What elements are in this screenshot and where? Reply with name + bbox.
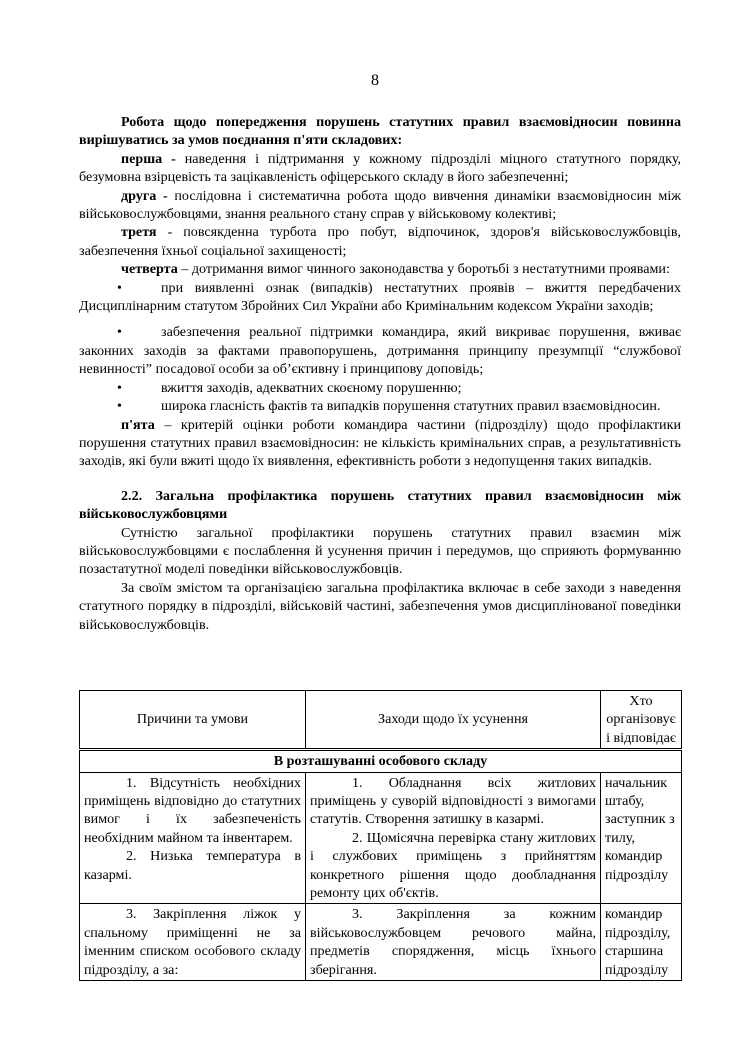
section-paragraph: Сутністю загальної профілактики порушень статутних правил взаємин між військовослужбовцями є послаблення й усунення причин і передумов, що сприяють формуванню позастатутної моделі поведінки військовослужбовців.: [79, 524, 681, 578]
header-measures: Заходи щодо їх усунення: [306, 691, 601, 750]
table-row: [80, 904, 682, 981]
responsible-cell: начальник штабу, заступник з тилу, командир підрозділу: [601, 772, 682, 904]
cause-cell: 3. Закріплення ліжок у спальному приміщенні не за іменним списком особового складу підрозділу, а за:: [80, 904, 306, 981]
header-responsible: Хто організовує і відповідає: [601, 691, 682, 750]
body-text: [79, 113, 681, 634]
section-paragraph: За своїм змістом та організацією загальна профілактика включає в себе заходи з наведення статутного порядку в підрозділі, військовій частині, забезпечення умов дисциплінованої поведінки військовослужбовців.: [79, 579, 681, 633]
item-second: друга - послідовна і систематична робота щодо вивчення динаміки взаємовідносин між військовослужбовцями, знання реального стану справ у військовому колективі;: [79, 187, 681, 223]
section-heading: 2.2. Загальна профілактика порушень статутних правил взаємовідносин між військовослужбовцями: [79, 487, 681, 523]
measure-cell: 1. Обладнання всіх житлових приміщень у суворій відповідності з вимогами статутів. Створення затишку в казармі. 2. Щомісячна перевірка стану житлових і службових приміщень з прийняттям конкретного рішення щодо дообладнання ремонту цих об'єктів.: [306, 772, 601, 904]
table-row: [80, 772, 682, 904]
responsible-cell: командир підрозділу, старшина підрозділу: [601, 904, 682, 981]
intro-paragraph: [79, 113, 681, 150]
item-fourth: четверта – дотримання вимог чинного законодавства у боротьбі з нестатутними проявами:: [121, 261, 670, 278]
bullet-item: • забезпечення реальної підтримки командира, який викриває порушення, вживає законних заходів за фактами правопорушень, дотримання принципу презумпції “службової невинності” посадової особи за об’єктивну і принципову доповідь;: [79, 324, 681, 378]
table-group-row: [80, 750, 682, 772]
bullet-item: • вжиття заходів, адекватних скоєному порушенню;: [117, 379, 462, 396]
bullet-icon: •: [117, 324, 122, 341]
group-title: В розташуванні особового складу: [80, 750, 682, 772]
bullet-icon: •: [117, 398, 122, 415]
measures-table: [79, 690, 682, 981]
table-header-row: [80, 691, 682, 750]
cause-cell: 1. Відсутність необхідних приміщень відповідно до статутних вимог і їх забезпеченість необхідним майном та інвентарем. 2. Низька температура в казармі.: [80, 772, 306, 904]
page-number: 8: [371, 72, 379, 89]
item-third: третя - повсякденна турбота про побут, відпочинок, здоров'я військовослужбовців, забезпечення їхньої соціальної захищеності;: [79, 224, 681, 259]
measure-cell: 3. Закріплення за кожним військовослужбовцем речового майна, предметів спорядження, місць їхнього зберігання.: [306, 904, 601, 981]
bullet-icon: •: [117, 379, 122, 396]
bullet-item: • при виявленні ознак (випадків) нестатутних проявів – вжиття передбачених Дисциплінарним статутом Збройних Сил України або Кримінальним кодексом України заходів;: [79, 279, 681, 315]
bullet-icon: •: [117, 279, 122, 296]
header-causes: Причини та умови: [80, 691, 306, 750]
item-first: перша - наведення і підтримання у кожному підрозділі міцного статутного порядку, безумовна взірцевість та зацікавленість офіцерського складу в його забезпеченні;: [79, 150, 681, 186]
bullet-item: • широка гласність фактів та випадків порушення статутних правил взаємовідносин.: [117, 398, 661, 415]
intro-bold-text: Робота щодо попередження порушень статутних правил взаємовідносин повинна вирішуватись за умов поєднання п'яти складових:: [79, 114, 681, 149]
item-fifth: п'ята – критерій оцінки роботи командира частини (підрозділу) щодо профілактики порушення статутних правил взаємовідносин: не кількість кримінальних справ, а результативність заходів, які були вжиті щодо їх виявлення, ефективність роботи з недопущення таких випадків.: [79, 416, 681, 470]
